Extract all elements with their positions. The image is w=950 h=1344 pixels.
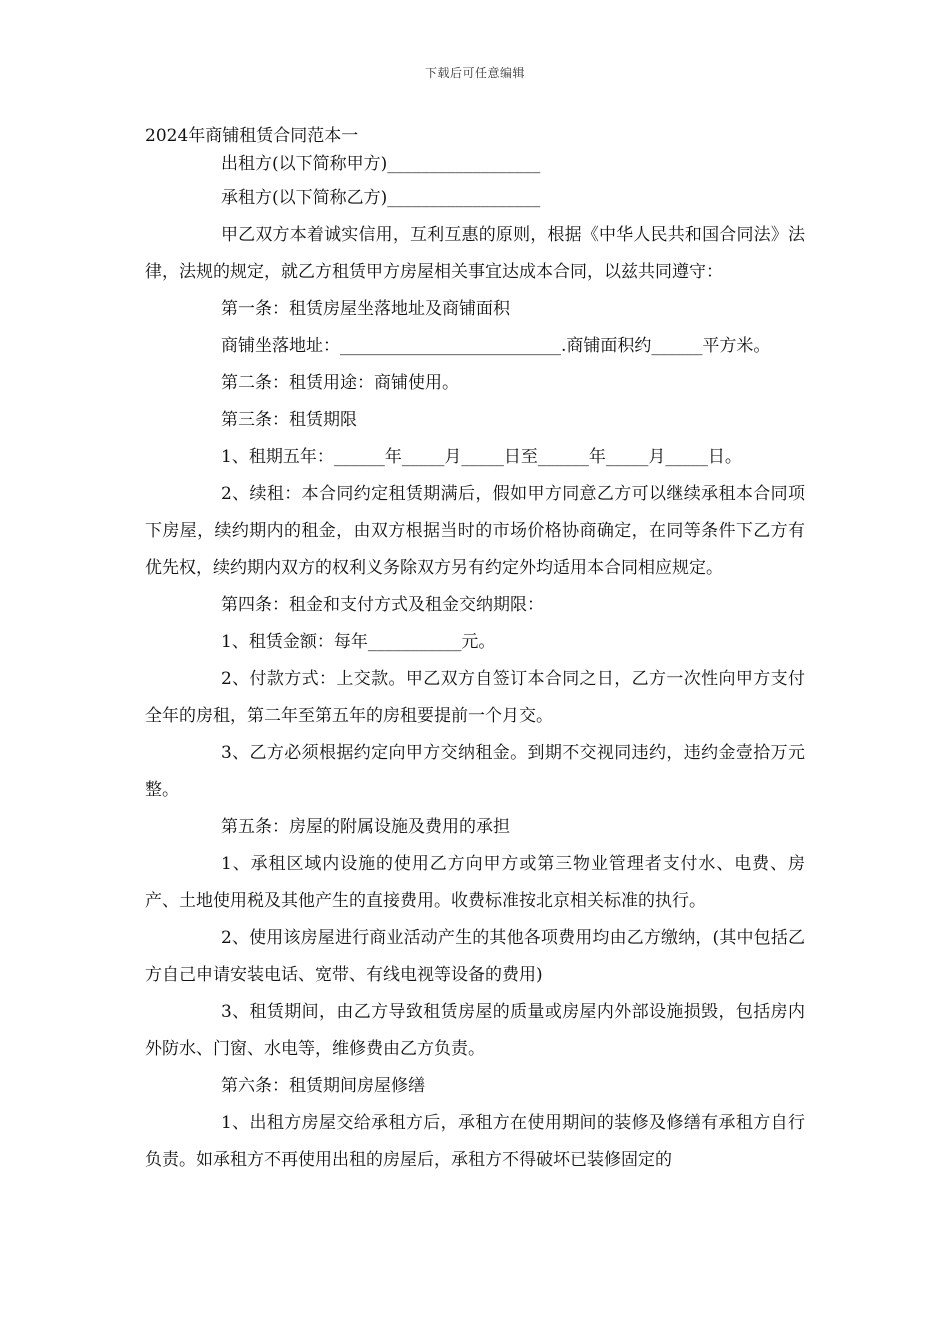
lessor-line: 出租方(以下简称甲方)__________________	[221, 154, 541, 174]
shop-address-line: 商铺坐落地址：__________________________.商铺面积约______平方米。	[221, 336, 771, 356]
renovation-paragraph: 1、出租方房屋交给承租方后，承租方在使用期间的装修及修缮有承租方自行负责。如承租方不再使用出租的房屋后，承租方不得破坏已装修固定的	[145, 1113, 805, 1170]
document-title: 2024年商铺租赁合同范本一	[145, 126, 359, 146]
late-payment-paragraph: 3、乙方必须根据约定向甲方交纳租金。到期不交视同违约，违约金壹拾万元整。	[145, 743, 805, 800]
article-1-heading: 第一条：租赁房屋坐落地址及商铺面积	[221, 299, 510, 319]
damage-repair-paragraph: 3、租赁期间，由乙方导致租赁房屋的质量或房屋内外部设施损毁，包括房内外防水、门窗、水电等，维修费由乙方负责。	[145, 1002, 805, 1059]
renewal-paragraph: 2、续租：本合同约定租赁期满后，假如甲方同意乙方可以继续承租本合同项下房屋，续约期内的租金，由双方根据当时的市场价格协商确定，在同等条件下乙方有优先权，续约期内双方的权利义务除双方另有约定外均适用本合同相应规定。	[145, 484, 805, 578]
preamble-paragraph: 甲乙双方本着诚实信用，互利互惠的原则，根据《中华人民共和国合同法》法律，法规的规定，就乙方租赁甲方房屋相关事宜达成本合同，以兹共同遵守：	[145, 225, 805, 282]
article-3-heading: 第三条：租赁期限	[221, 410, 357, 430]
lease-term-line: 1、租期五年：______年_____月_____日至______年_____月_____日。	[221, 447, 742, 467]
article-6-heading: 第六条：租赁期间房屋修缮	[221, 1076, 425, 1096]
facility-fees-paragraph: 1、承租区域内设施的使用乙方向甲方或第三物业管理者支付水、电费、房产、土地使用税及其他产生的直接费用。收费标准按北京相关标准的执行。	[145, 854, 805, 911]
article-5-heading: 第五条：房屋的附属设施及费用的承担	[221, 817, 510, 837]
rent-amount-line: 1、租赁金额：每年___________元。	[221, 632, 496, 652]
business-fees-paragraph: 2、使用该房屋进行商业活动产生的其他各项费用均由乙方缴纳，(其中包括乙方自己申请安装电话、宽带、有线电视等设备的费用)	[145, 928, 805, 985]
contract-document	[145, 124, 805, 1179]
page-header-note: 下载后可任意编辑	[424, 66, 525, 80]
payment-method-paragraph: 2、付款方式：上交款。甲乙双方自签订本合同之日，乙方一次性向甲方支付全年的房租，第二年至第五年的房租要提前一个月交。	[145, 669, 805, 726]
article-4-heading: 第四条：租金和支付方式及租金交纳期限：	[221, 595, 544, 615]
article-2-heading: 第二条：租赁用途：商铺使用。	[221, 373, 459, 393]
lessee-line: 承租方(以下简称乙方)__________________	[221, 188, 541, 208]
